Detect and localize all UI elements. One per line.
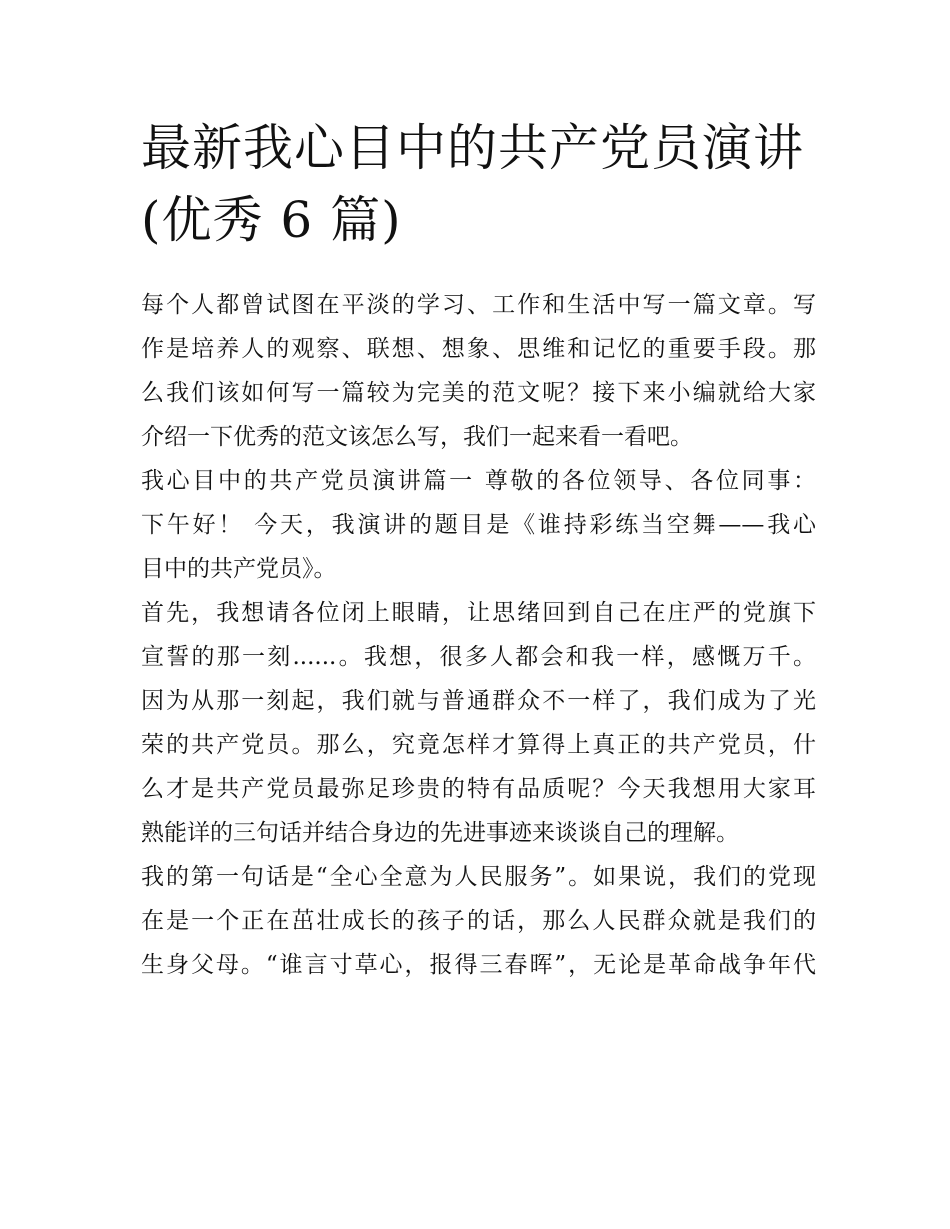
body-line: 作是培养人的观察、联想、想象、思维和记忆的重要手段。那	[141, 336, 816, 362]
title-line-2: (优秀 6 篇)	[141, 191, 402, 249]
body-line: 介绍一下优秀的范文该怎么写，我们一起来看一看吧。	[141, 424, 693, 450]
body-line: 生身父母。“谁言寸草心，报得三春晖”，无论是革命战争年代	[141, 952, 816, 978]
body-line: 目中的共产党员》。	[141, 556, 337, 582]
body-line: 在是一个正在茁壮成长的孩子的话，那么人民群众就是我们的	[141, 908, 816, 934]
body-line: 首先，我想请各位闭上眼睛，让思绪回到自己在庄严的党旗下	[141, 600, 816, 626]
document-body	[141, 283, 816, 987]
body-line: 么我们该如何写一篇较为完美的范文呢？接下来小编就给大家	[141, 380, 816, 406]
body-line: 宣誓的那一刻......。我想，很多人都会和我一样，感慨万千。	[141, 644, 816, 670]
body-line: 荣的共产党员。那么，究竟怎样才算得上真正的共产党员，什	[141, 732, 816, 758]
body-line: 我的第一句话是“全心全意为人民服务”。如果说，我们的党现	[141, 864, 816, 890]
body-line: 么才是共产党员最弥足珍贵的特有品质呢？今天我想用大家耳	[141, 776, 816, 802]
body-line: 熟能详的三句话并结合身边的先进事迹来谈谈自己的理解。	[141, 820, 739, 846]
body-line: 下午好！ 今天，我演讲的题目是《谁持彩练当空舞——我心	[141, 512, 816, 538]
document-page	[141, 112, 816, 987]
body-line: 每个人都曾试图在平淡的学习、工作和生活中写一篇文章。写	[141, 292, 816, 318]
body-line: 因为从那一刻起，我们就与普通群众不一样了，我们成为了光	[141, 688, 816, 714]
document-title	[141, 112, 816, 256]
title-line-1: 最新我心目中的共产党员演讲	[141, 119, 804, 177]
body-line: 我心目中的共产党员演讲篇一 尊敬的各位领导、各位同事：	[141, 468, 816, 494]
